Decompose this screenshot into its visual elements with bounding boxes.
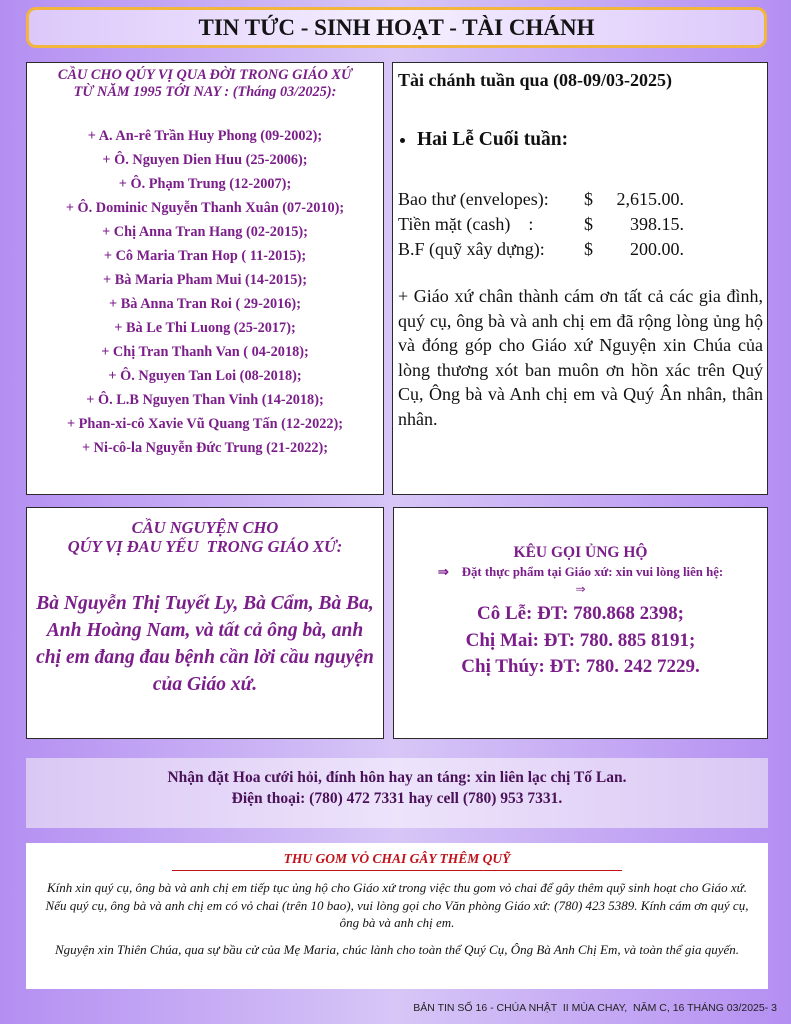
flower-notice-line1: Nhận đặt Hoa cưới hỏi, đính hôn hay an táng: xin liên lạc chị Tố Lan. — [167, 769, 627, 786]
support-line-text: Đặt thực phẩm tại Giáo xứ: xin vui lòng liên hệ: — [461, 565, 724, 579]
arrow-right-icon: ⇒ — [575, 582, 586, 596]
bottle-collection-title: THU GOM VỎ CHAI GÂY THÊM QUỸ — [283, 851, 511, 866]
prayer-body: Bà Nguyễn Thị Tuyết Ly, Bà Cẩm, Bà Ba, Anh Hoàng Nam, và tất cả ông bà, anh chị em đang đau bệnh cần lời cầu nguyện của Giáo xứ. — [36, 593, 374, 695]
list-item: + Cô Maria Tran Hop ( 11-2015); — [103, 248, 307, 264]
flower-order-notice — [26, 758, 768, 828]
finance-amount — [584, 212, 684, 237]
amount-value: 2,615.00. — [616, 189, 684, 209]
contact-item: Chị Mai: ĐT: 780. 885 8191; — [465, 629, 696, 651]
flower-notice-line2: Điện thoại: (780) 472 7331 hay cell (780) 953 7331. — [231, 790, 563, 807]
support-line — [400, 565, 761, 580]
list-item: + Bà Maria Pham Mui (14-2015); — [103, 272, 307, 288]
finance-table — [398, 187, 763, 262]
currency-symbol: $ — [584, 239, 593, 259]
page-title: TIN TỨC - SINH HOẠT - TÀI CHÁNH — [198, 14, 595, 40]
list-item: + A. An-rê Trần Huy Phong (09-2002); — [87, 128, 323, 144]
deceased-heading-line1: CẦU CHO QÚY VỊ QUA ĐỜI TRONG GIÁO XỨ — [57, 67, 353, 83]
deceased-heading-line2: TỪ NĂM 1995 TỚI NAY : (Tháng 03/2025): — [73, 84, 337, 100]
finance-box — [392, 62, 768, 495]
finance-title: Tài chánh tuần qua (08-09/03-2025) — [398, 70, 673, 90]
prayer-heading — [35, 518, 375, 556]
table-row — [398, 212, 763, 237]
deceased-heading — [33, 67, 377, 101]
list-item: + Chị Tran Thanh Van ( 04-2018); — [101, 344, 309, 360]
finance-label: B.F (quỹ xây dựng): — [398, 239, 545, 259]
finance-amount — [584, 237, 684, 262]
contact-list — [400, 601, 761, 681]
currency-symbol: $ — [584, 214, 593, 234]
bottle-collection-text: Kính xin quý cụ, ông bà và anh chị em tiếp tục ủng hộ cho Giáo xứ trong việc thu gom vỏ chai để gây thêm quỹ sinh hoạt cho Giáo xứ. Nếu quý cụ, ông bà và anh chị em có vỏ chai (trên 10 bao), vui lòng gọi cho Văn phòng Giáo xứ: (780) 423 5389. Kính cám ơn quý cụ, ông bà và anh chị em. — [45, 880, 749, 930]
list-item: + Ô. Nguyen Tan Loi (08-2018); — [108, 368, 302, 384]
list-item: + Phan-xi-cô Xavie Vũ Quang Tấn (12-2022); — [66, 416, 344, 432]
finance-subheading — [398, 129, 763, 151]
sick-prayer-box — [26, 507, 384, 739]
support-box — [393, 507, 768, 739]
list-item: + Chị Anna Tran Hang (02-2015); — [102, 224, 308, 240]
bottle-collection-box — [26, 843, 768, 989]
table-row — [398, 187, 763, 212]
list-item: + Bà Anna Tran Roi ( 29-2016); — [109, 296, 301, 312]
list-item: + Ô. Dominic Nguyễn Thanh Xuân (07-2010); — [65, 200, 345, 216]
bullet-icon — [400, 138, 405, 143]
page-banner — [26, 7, 767, 48]
finance-subheading-text: Hai Lễ Cuối tuần: — [417, 129, 569, 150]
title-divider — [172, 870, 622, 871]
finance-label: Tiền mặt (cash) : — [398, 214, 534, 234]
list-item: + Ni-cô-la Nguyễn Đức Trung (21-2022); — [81, 440, 329, 456]
prayer-heading-line2: QÚY VỊ ĐAU YẾU TRONG GIÁO XỨ: — [67, 537, 343, 556]
amount-value: 398.15. — [630, 214, 684, 234]
list-item: + Ô. Nguyen Dien Huu (25-2006); — [102, 152, 308, 168]
deceased-list — [33, 124, 377, 460]
blessing-text: Nguyện xin Thiên Chúa, qua sự bầu cử của Mẹ Maria, chúc lành cho toàn thể Quý Cụ, Ông Bà Anh Chị Em, và toàn thể gia quyến. — [54, 941, 740, 957]
list-item: + Ô. L.B Nguyen Than Vinh (14-2018); — [86, 392, 324, 408]
amount-value: 200.00. — [630, 239, 684, 259]
arrow-right-icon: ⇒ — [437, 565, 449, 579]
finance-label: Bao thư (envelopes): — [398, 189, 549, 209]
finance-amount — [584, 187, 684, 212]
deceased-prayer-box — [26, 62, 384, 495]
prayer-heading-line1: CẦU NGUYỆN CHO — [131, 518, 279, 537]
finance-thanks: + Giáo xứ chân thành cám ơn tất cả các gia đình, quý cụ, ông bà và anh chị em đã rộng lòng ủng hộ và đóng góp cho Giáo xứ Nguyện xin Chúa của lòng thương xót ban muôn ơn hồn xác trên Quý Cụ, Ông bà và Anh chị em và Quý Ân nhân, thân nhân. — [398, 286, 763, 429]
support-heading: KÊU GỌI ỦNG HỘ — [513, 544, 648, 561]
list-item: + Ô. Phạm Trung (12-2007); — [118, 176, 292, 192]
page-footer: BẢN TIN SỐ 16 - CHÚA NHẬT II MÙA CHAY, NĂM C, 16 THÁNG 03/2025- 3 — [413, 1002, 777, 1014]
table-row — [398, 237, 763, 262]
list-item: + Bà Le Thi Luong (25-2017); — [114, 320, 296, 336]
currency-symbol: $ — [584, 189, 593, 209]
contact-item: Cô Lễ: ĐT: 780.868 2398; — [476, 603, 685, 624]
contact-item: Chị Thúy: ĐT: 780. 242 7229. — [461, 656, 700, 677]
